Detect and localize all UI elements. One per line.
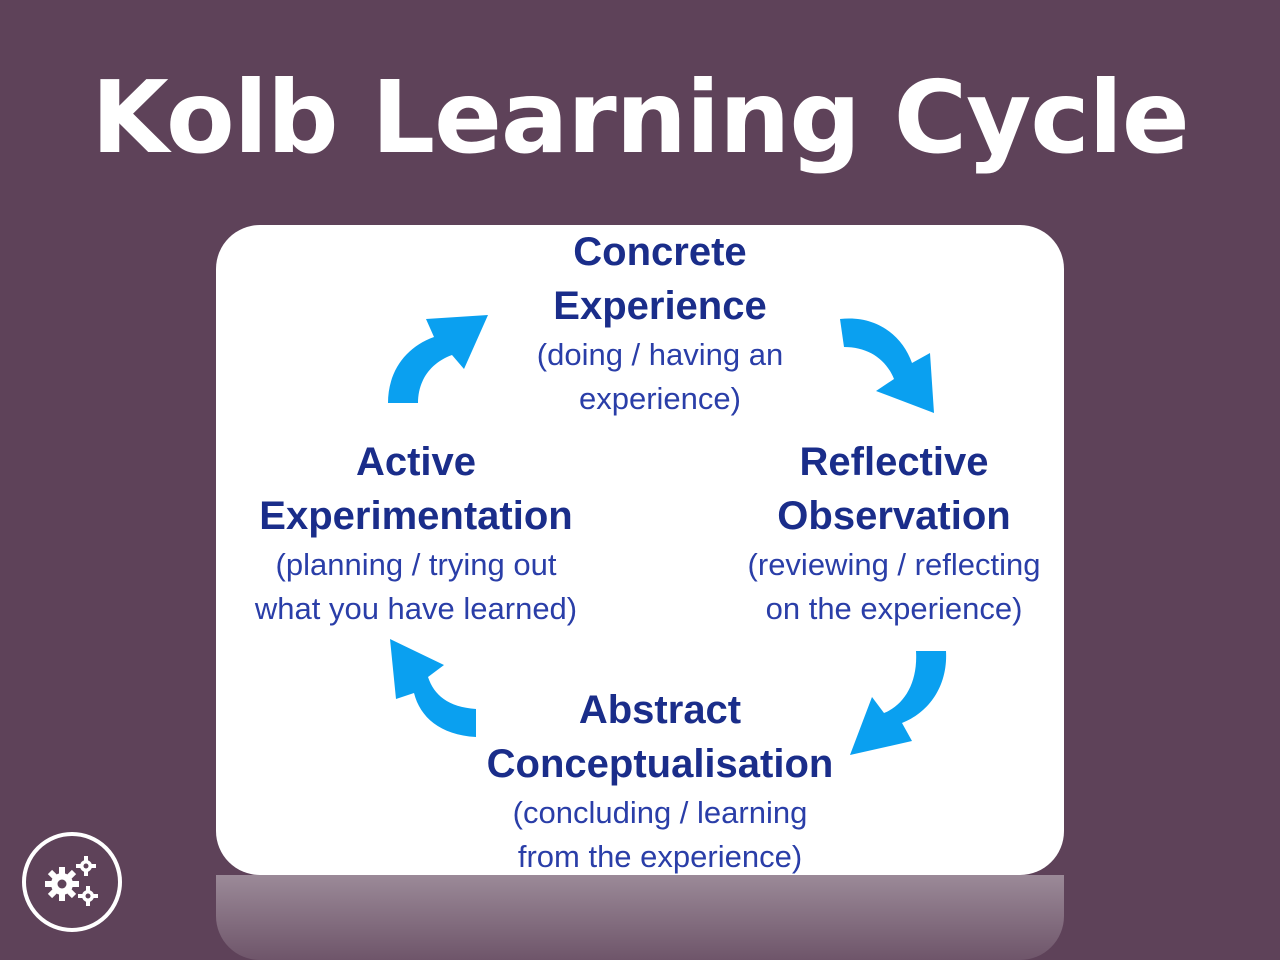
arrow-shape	[850, 651, 946, 755]
stage-reflective-observation	[714, 435, 1064, 631]
stage-description: (reviewing / reflecting	[747, 547, 1041, 582]
stage-description: experience)	[579, 381, 741, 416]
stage-description: (doing / having an	[536, 337, 784, 372]
stage-description: what you have learned)	[254, 591, 578, 626]
cycle-diagram-card	[216, 225, 1064, 875]
arrow-top-right-icon	[836, 305, 946, 420]
stage-name: Active	[355, 440, 477, 484]
stage-name: Observation	[777, 494, 1011, 538]
stage-description: from the experience)	[517, 839, 803, 874]
stage-name: Concrete	[573, 230, 747, 274]
stage-abstract-conceptualisation	[430, 683, 890, 875]
arrow-bottom-left-icon	[386, 637, 481, 742]
arrow-shape	[390, 639, 476, 737]
stage-description: on the experience)	[765, 591, 1023, 626]
stage-name: Abstract	[578, 688, 742, 732]
stage-name: Experimentation	[259, 494, 573, 538]
stage-concrete-experience	[460, 225, 860, 421]
gears-badge[interactable]	[22, 832, 122, 932]
arrow-shape	[388, 315, 488, 403]
stage-name: Conceptualisation	[486, 742, 834, 786]
stage-description: (planning / trying out	[275, 547, 557, 582]
gears-icon	[26, 836, 118, 928]
arrow-bottom-right-icon	[846, 647, 961, 757]
stage-active-experimentation	[226, 435, 606, 631]
stage-name: Experience	[553, 284, 767, 328]
stage-name: Reflective	[799, 440, 989, 484]
arrow-top-left-icon	[382, 311, 492, 406]
arrow-shape	[840, 318, 934, 413]
card-reflection	[216, 875, 1064, 960]
slide-title: Kolb Learning Cycle	[91, 59, 1189, 176]
stage-description: (concluding / learning	[512, 795, 808, 830]
